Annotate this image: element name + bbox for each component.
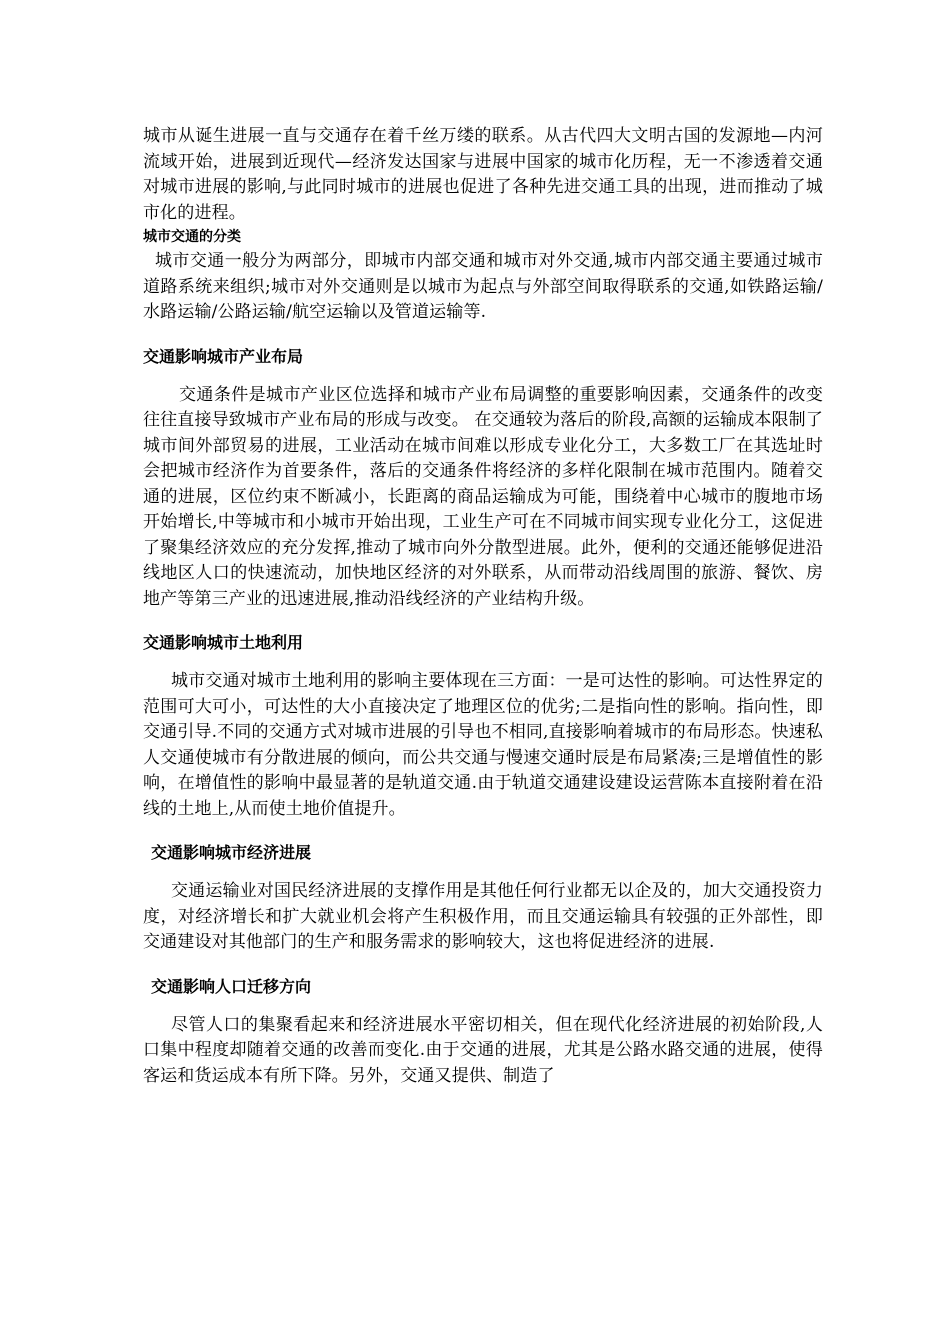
document-page (143, 124, 823, 1089)
section-paragraph-economic-development: 交通运输业对国民经济进展的支撑作用是其他任何行业都无以企及的，加大交通投资力度，对经济增长和扩大就业机会将产生积极作用，而且交通运输具有较强的正外部性，即交通建设对其他部门的生产和服务需求的影响较大，这也将促进经济的进展. (143, 881, 823, 952)
section-heading-economic-development: 交通影响城市经济进展 (151, 843, 312, 862)
classification-paragraph: 城市交通一般分为两部分，即城市内部交通和城市对外交通,城市内部交通主要通过城市道路系统来组织;城市对外交通则是以城市为起点与外部空间取得联系的交通,如铁路运输/水路运输/公路运输/航空运输以及管道运输等. (143, 251, 823, 322)
section-heading-land-use: 交通影响城市土地利用 (143, 633, 304, 652)
classification-heading: 城市交通的分类 (143, 229, 241, 245)
section-paragraph-land-use: 城市交通对城市土地利用的影响主要体现在三方面：一是可达性的影响。可达性界定的范围可大可小，可达性的大小直接决定了地理区位的优劣;二是指向性的影响。指向性，即交通引导.不同的交通方式对城市进展的引导也不相同,直接影响着城市的布局形态。快速私人交通使城市有分散进展的倾向，而公共交通与慢速交通时辰是布局紧凑;三是增值性的影响，在增值性的影响中最显著的是轨道交通.由于轨道交通建设建设运营陈本直接附着在沿线的土地上,从而使土地价值提升。 (143, 671, 823, 819)
section-paragraph-population-migration: 尽管人口的集聚看起来和经济进展水平密切相关，但在现代化经济进展的初始阶段,人口集中程度却随着交通的改善而变化.由于交通的进展，尤其是公路水路交通的进展，使得客运和货运成本有所下降。另外，交通又提供、制造了 (143, 1014, 823, 1086)
section-paragraph-industry-layout: 交通条件是城市产业区位选择和城市产业布局调整的重要影响因素，交通条件的改变往往直接导致城市产业布局的形成与改变。 在交通较为落后的阶段,高额的运输成本限制了城市间外部贸易的进展，工业活动在城市间难以形成专业化分工，大多数工厂在其选址时会把城市经济作为首要条件，落后的交通条件将经济的多样化限制在城市范围内。随着交通的进展，区位约束不断减小，长距离的商品运输成为可能，围绕着中心城市的腹地市场开始增长,中等城市和小城市开始出现，工业生产可在不同城市间实现专业化分工，这促进了聚集经济效应的充分发挥,推动了城市向外分散型进展。此外，便利的交通还能够促进沿线地区人口的快速流动，加快地区经济的对外联系，从而带动沿线周围的旅游、餐饮、房地产等第三产业的迅速进展,推动沿线经济的产业结构升级。 (143, 384, 823, 609)
section-heading-population-migration: 交通影响人口迁移方向 (151, 976, 312, 996)
intro-paragraph: 城市从诞生进展一直与交通存在着千丝万缕的联系。从古代四大文明古国的发源地—内河流域开始，进展到近现代—经济发达国家与进展中国家的城市化历程，无一不渗透着交通对城市进展的影响,与此同时城市的进展也促进了各种先进交通工具的出现，进而推动了城市化的进程。 (143, 126, 823, 223)
section-heading-industry-layout: 交通影响城市产业布局 (143, 346, 304, 366)
